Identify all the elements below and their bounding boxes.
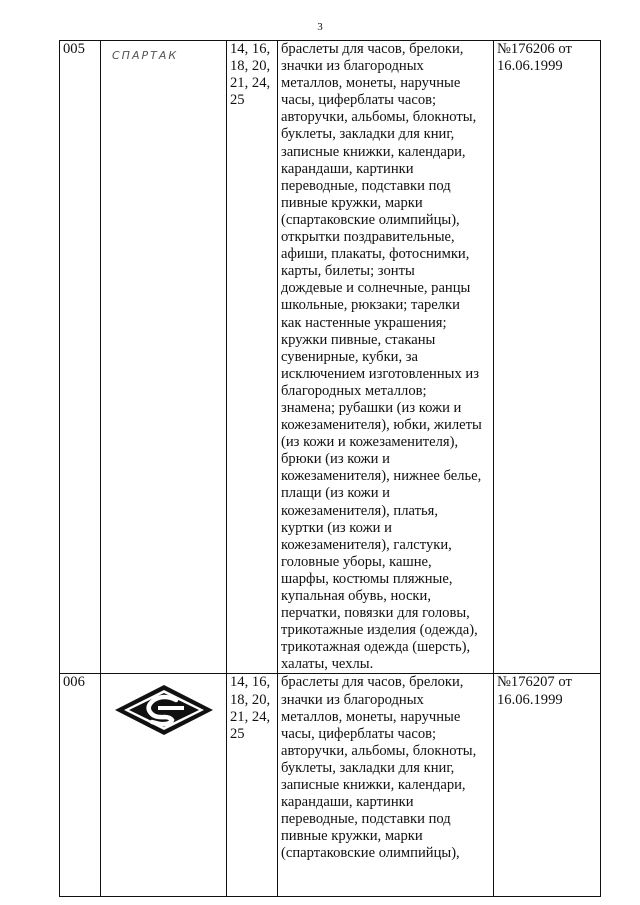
nice-classes: 14, 16, 18, 20, 21, 24, 25: [227, 41, 278, 674]
table-row: [60, 41, 601, 674]
registration-number: №176207 от 16.06.1999: [494, 674, 601, 897]
table-row: [60, 674, 601, 897]
goods-list: браслеты для часов, брелоки, значки из благородных металлов, монеты, наручные часы, циферблаты часов; авторучки, альбомы, блокноты, буклеты, закладки для книг, записные книжки, календари, карандаши, картинки переводные, подставки под пивные кружки, марки (спартаковские олимпийцы),: [278, 674, 494, 897]
trademark-number: 005: [60, 41, 101, 674]
goods-list: браслеты для часов, брелоки, значки из благородных металлов, монеты, наручные часы, циферблаты часов; авторучки, альбомы, блокноты, буклеты, закладки для книг, записные книжки, календари, карандаши, картинки переводные, подставки под пивные кружки, марки (спартаковские олимпийцы), открытки поздравительные, афиши, плакаты, фотоснимки, карты, билеты; зонты дождевые и солнечные, ранцы школьные, рюкзаки; тарелки как настенные украшения; кружки пивные, стаканы сувенирные, кубки, за исключением изготовленных из благородных металлов; знамена; рубашки (из кожи и кожезаменителя), юбки, жилеты (из кожи и кожезаменителя), брюки (из кожи и кожезаменителя), нижнее белье, плащи (из кожи и кожезаменителя), платья, куртки (из кожи и кожезаменителя), галстуки, головные уборы, кашне, шарфы, костюмы пляжные, купальная обувь, носки, перчатки, повязки для головы, трикотажные изделия (одежда), трикотажная одежда (шерсть), халаты, чехлы.: [278, 41, 494, 674]
spartak-rhombus-logo-icon: [114, 684, 214, 736]
trademark-number: 006: [60, 674, 101, 897]
trademark-table: [59, 40, 601, 897]
spartak-wordmark-logo: СПАРТАК: [112, 49, 179, 62]
registration-number: №176206 от 16.06.1999: [494, 41, 601, 674]
page-number: 3: [317, 21, 323, 33]
trademark-logo-cell: [101, 41, 227, 674]
trademark-logo-cell: [101, 674, 227, 897]
nice-classes: 14, 16, 18, 20, 21, 24, 25: [227, 674, 278, 897]
